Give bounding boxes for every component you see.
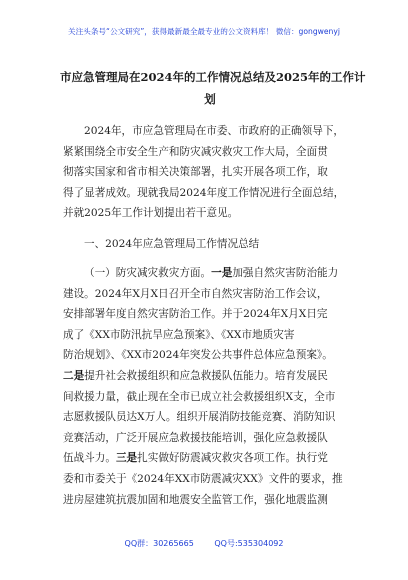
paragraph-line: 委和市委关于《2024年XX市防震减灾XX》文件的要求，推 <box>63 472 343 485</box>
title-line-1: 市应急管理局在2024年的工作情况总结及2025年的工作计 <box>60 70 366 84</box>
qq-number: QQ号:535304092 <box>214 539 284 548</box>
intro-line: 彻落实国家和省市相关决策部署，扎实开展各项工作，取 <box>63 166 328 179</box>
paragraph-line <box>63 263 353 284</box>
intro-paragraph <box>63 121 353 224</box>
keyword-first: 一是 <box>211 267 233 279</box>
header-banner: 关注头条号“公文研究”，获得最新最全最专业的公文资料库！ 微信：gongwenyj <box>68 27 340 36</box>
paragraph-line: 志愿救援队员达X万人。组织开展消防技能竞赛、消防知识 <box>63 411 336 424</box>
intro-line: 并就2025年工作计划提出若干意见。 <box>63 207 239 220</box>
paragraph-text: 扎实做好防震减灾救灾各项工作。执行党 <box>137 452 328 465</box>
title-line-2: 划 <box>204 92 216 106</box>
paragraph-text: 伍战斗力。 <box>63 452 116 465</box>
keyword-second: 二是 <box>63 369 85 382</box>
intro-line: 2024年，市应急管理局在市委、市政府的正确领导下， <box>84 125 345 137</box>
intro-line: 紧紧围绕全市安全生产和防灾减灾救灾工作大局，全面贯 <box>63 145 328 158</box>
subsection-label: （一）防灾减灾救灾方面。 <box>84 267 212 279</box>
paragraph-text: 提升社会救援组织和应急救援队伍能力。培育发展民 <box>84 369 328 382</box>
paragraph-text: 加强自然灾害防治能力 <box>232 267 339 279</box>
intro-line: 得了显著成效。现就我局2024年度工作情况进行全面总结， <box>63 186 345 199</box>
document-title <box>60 66 366 110</box>
paragraph-line <box>63 448 353 469</box>
footer-contact <box>0 538 408 549</box>
paragraph-line: 成了《XX市防汛抗旱应急预案》、《XX市地质灾害 <box>63 328 295 341</box>
paragraph-line: 间救援力量，截止现在全市已成立社会救援组织X支，全市 <box>63 390 336 403</box>
disaster-prevention-paragraph <box>63 263 353 510</box>
paragraph-line <box>63 366 353 387</box>
qq-group: QQ群：30265665 <box>124 539 194 548</box>
keyword-third: 三是 <box>115 452 138 465</box>
paragraph-line: 进房屋建筑抗震加固和地震安全监管工作，强化地震监测 <box>63 493 328 506</box>
paragraph-line: 竞赛活动，广泛开展应急救援技能培训，强化应急救援队 <box>63 431 328 444</box>
paragraph-line: 防治规划》、《XX市2024年突发公共事件总体应急预案》。 <box>63 349 333 362</box>
paragraph-line: 建设。2024年X月X日召开全市自然灾害防治工作会议， <box>63 287 328 300</box>
paragraph-line: 安排部署年度自然灾害防治工作。并于2024年X月X日完 <box>63 308 328 321</box>
section-heading: 一、2024年应急管理局工作情况总结 <box>84 238 260 250</box>
